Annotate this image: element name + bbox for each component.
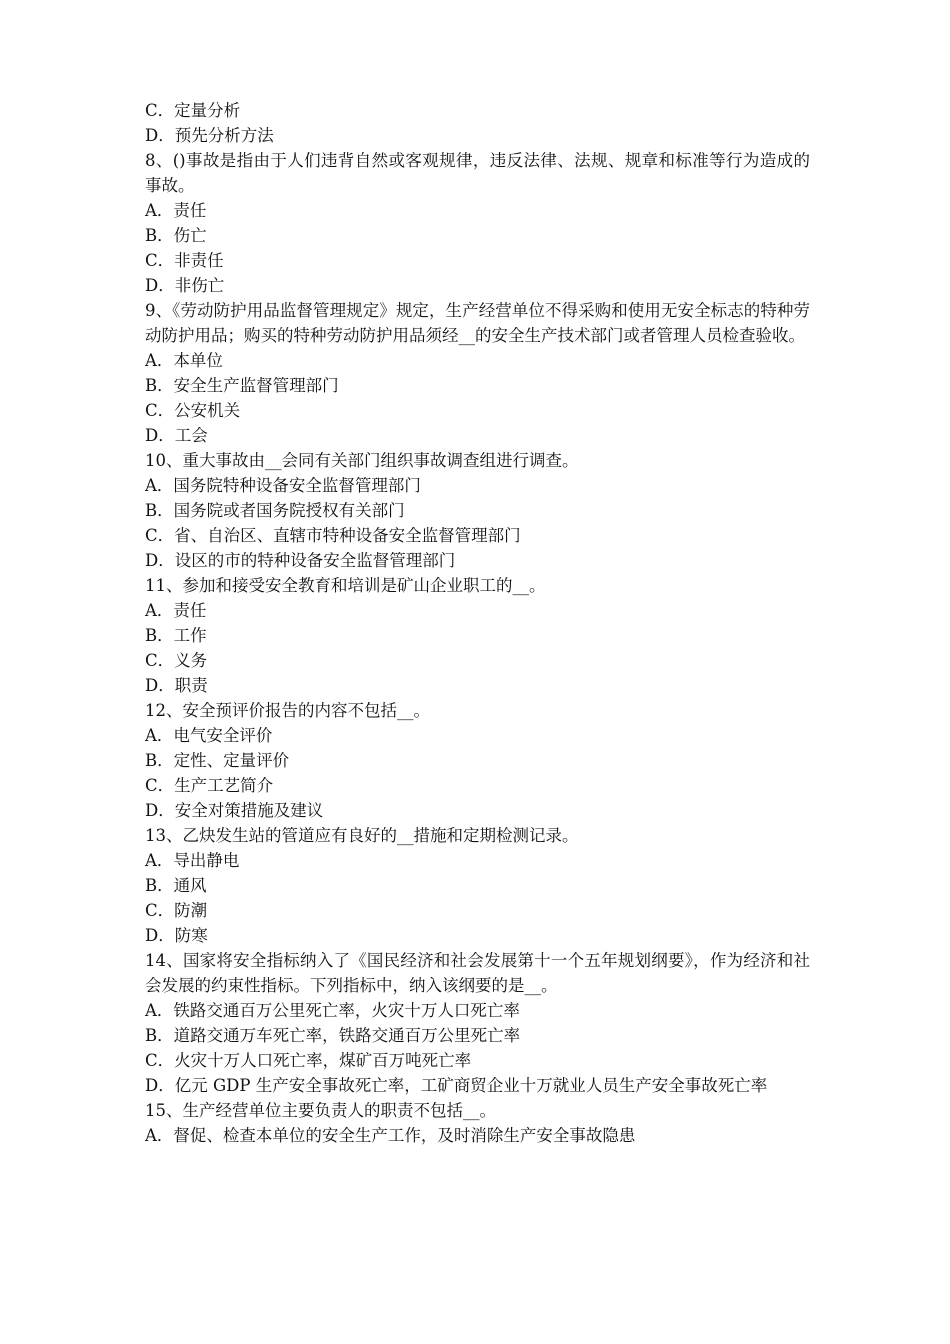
option-line: D．亿元 GDP 生产安全事故死亡率，工矿商贸企业十万就业人员生产安全事故死亡率 [145, 1076, 768, 1095]
option-line: B．安全生产监督管理部门 [145, 376, 339, 395]
question-12: 12、安全预评价报告的内容不包括__。 [145, 701, 430, 720]
option-line: C．生产工艺简介 [145, 776, 274, 795]
option-line: D．安全对策措施及建议 [145, 801, 324, 820]
option-line: A．电气安全评价 [145, 726, 273, 745]
option-line: B．通风 [145, 876, 207, 895]
option-line: C．防潮 [145, 901, 208, 920]
option-line: A．本单位 [145, 351, 223, 370]
option-line: C．义务 [145, 651, 208, 670]
option-line: A．铁路交通百万公里死亡率，火灾十万人口死亡率 [145, 1001, 520, 1020]
question-10: 10、重大事故由__会同有关部门组织事故调查组进行调查。 [145, 451, 579, 470]
option-line: B．定性、定量评价 [145, 751, 290, 770]
option-line: D．工会 [145, 426, 208, 445]
document-page [145, 98, 810, 1148]
question-14: 14、国家将安全指标纳入了《国民经济和社会发展第十一个五年规划纲要》，作为经济和社会发展的约束性指标。下列指标中，纳入该纲要的是__。 [145, 951, 810, 995]
option-line: B．工作 [145, 626, 207, 645]
option-line: A．督促、检查本单位的安全生产工作，及时消除生产安全事故隐患 [145, 1126, 636, 1145]
option-line: A．国务院特种设备安全监督管理部门 [145, 476, 421, 495]
option-line: C．省、自治区、直辖市特种设备安全监督管理部门 [145, 526, 521, 545]
option-line: B．伤亡 [145, 226, 207, 245]
option-line: A．责任 [145, 201, 207, 220]
option-line: C．定量分析 [145, 101, 241, 120]
question-13: 13、乙炔发生站的管道应有良好的__措施和定期检测记录。 [145, 826, 579, 845]
question-8: 8、()事故是指由于人们违背自然或客观规律，违反法律、法规、规章和标准等行为造成的事故。 [145, 151, 810, 195]
option-line: C．火灾十万人口死亡率，煤矿百万吨死亡率 [145, 1051, 472, 1070]
option-line: D．职责 [145, 676, 208, 695]
question-15: 15、生产经营单位主要负责人的职责不包括__。 [145, 1101, 496, 1120]
option-line: D．设区的市的特种设备安全监督管理部门 [145, 551, 456, 570]
question-11: 11、参加和接受安全教育和培训是矿山企业职工的__。 [145, 576, 546, 595]
option-line: C．非责任 [145, 251, 224, 270]
option-line: B．道路交通万车死亡率，铁路交通百万公里死亡率 [145, 1026, 521, 1045]
option-line: D．防寒 [145, 926, 208, 945]
question-9: 9、《劳动防护用品监督管理规定》规定，生产经营单位不得采购和使用无安全标志的特种劳动防护用品；购买的特种劳动防护用品须经__的安全生产技术部门或者管理人员检查验收。 [145, 301, 810, 345]
option-line: C．公安机关 [145, 401, 241, 420]
option-line: D．非伤亡 [145, 276, 225, 295]
option-line: D．预先分析方法 [145, 126, 274, 145]
option-line: A．责任 [145, 601, 207, 620]
option-line: B．国务院或者国务院授权有关部门 [145, 501, 405, 520]
option-line: A．导出静电 [145, 851, 240, 870]
